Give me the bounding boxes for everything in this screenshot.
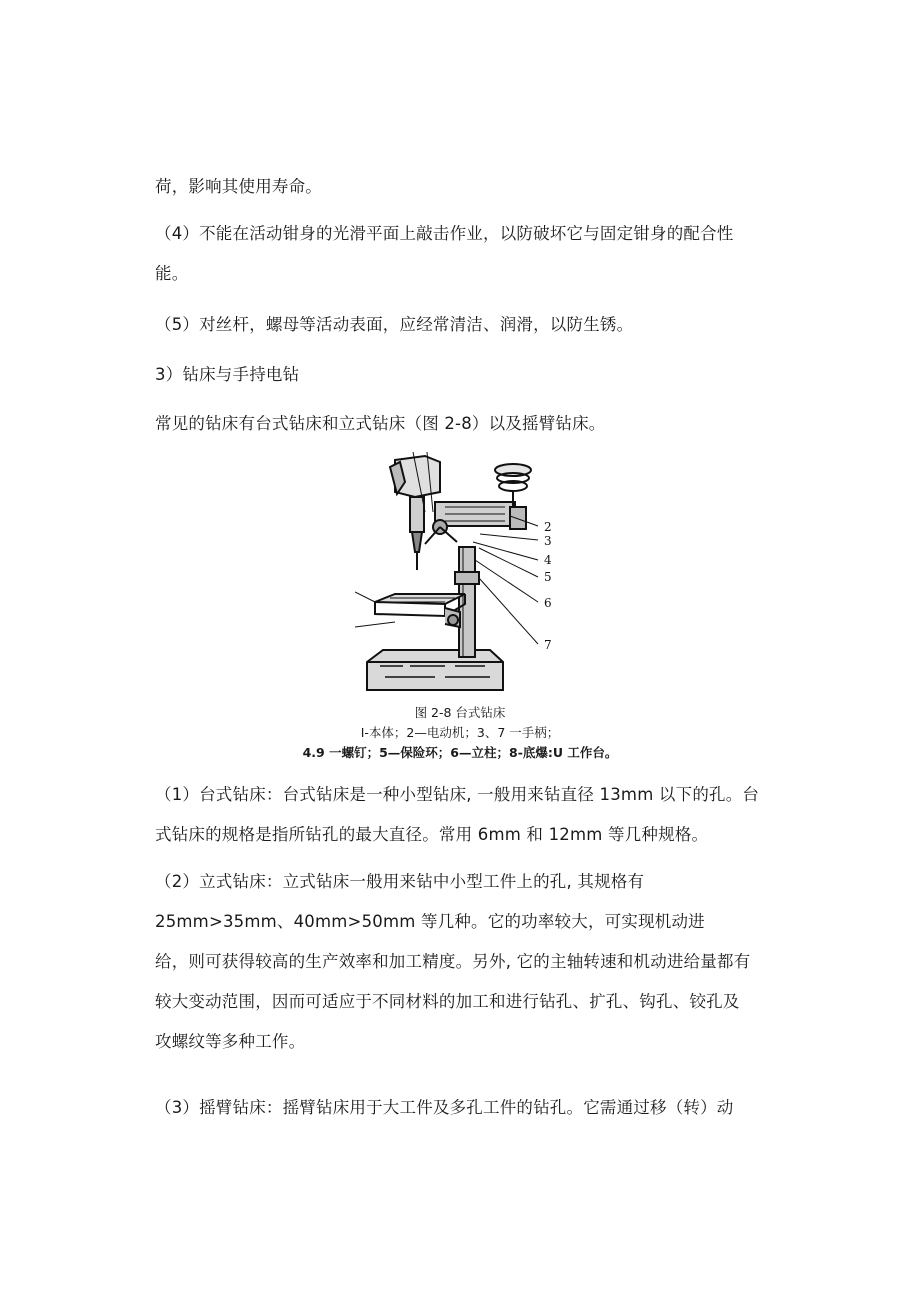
- paragraph-bench-drill-line-1: （1）台式钻床：台式钻床是一种小型钻床, 一般用来钻直径 13mm 以下的孔。台: [155, 785, 760, 804]
- paragraph-drill-types: 常见的钻床有台式钻床和立式钻床（图 2-8）以及摇臂钻床。: [155, 414, 606, 433]
- figure-label-2: 2: [544, 520, 552, 534]
- paragraph-vertical-drill-line-4: 较大变动范围，因而可适应于不同材料的加工和进行钻孔、扩孔、钩孔、铰孔及: [155, 992, 740, 1011]
- figure-caption-title: 图 2-8 台式钻床: [414, 705, 506, 720]
- paragraph-item-5: （5）对丝杆，螺母等活动表面，应经常清洁、润滑，以防生锈。: [155, 315, 634, 334]
- paragraph-bench-drill-line-2: 式钻床的规格是指所钻孔的最大直径。常用 6mm 和 12mm 等几种规格。: [155, 825, 709, 844]
- section-heading: 3）钻床与手持电钻: [155, 365, 300, 384]
- bench-drill-figure: [355, 452, 560, 702]
- figure-legend-line-2: 4.9 一螺钉；5—保险环；6—立柱；8-底爆:U 工作台。: [302, 745, 618, 760]
- figure-label-3: 3: [544, 534, 552, 548]
- figure-label-4: 4: [544, 553, 552, 567]
- paragraph-continuation: 荷，影响其使用寿命。: [155, 177, 322, 196]
- figure-label-7: 7: [544, 638, 552, 652]
- paragraph-vertical-drill-line-3: 给，则可获得较高的生产效率和加工精度。另外, 它的主轴转速和机动进给量都有: [155, 952, 751, 971]
- figure-legend-line-1: I-本体；2—电动机；3、7 一手柄；: [360, 725, 560, 740]
- paragraph-vertical-drill-line-2: 25mm>35mm、40mm>50mm 等几种。它的功率较大，可实现机动进: [155, 912, 705, 931]
- paragraph-item-4-line-2: 能。: [155, 264, 189, 283]
- figure-label-6: 6: [544, 596, 552, 610]
- figure-label-5: 5: [544, 570, 552, 584]
- paragraph-radial-drill: （3）摇臂钻床：摇臂钻床用于大工件及多孔工件的钻孔。它需通过移（转）动: [155, 1098, 734, 1117]
- paragraph-vertical-drill-line-1: （2）立式钻床：立式钻床一般用来钻中小型工件上的孔, 其规格有: [155, 872, 645, 891]
- paragraph-item-4-line-1: （4）不能在活动钳身的光滑平面上敲击作业，以防破坏它与固定钳身的配合性: [155, 224, 734, 243]
- paragraph-vertical-drill-line-5: 攻螺纹等多种工作。: [155, 1032, 306, 1051]
